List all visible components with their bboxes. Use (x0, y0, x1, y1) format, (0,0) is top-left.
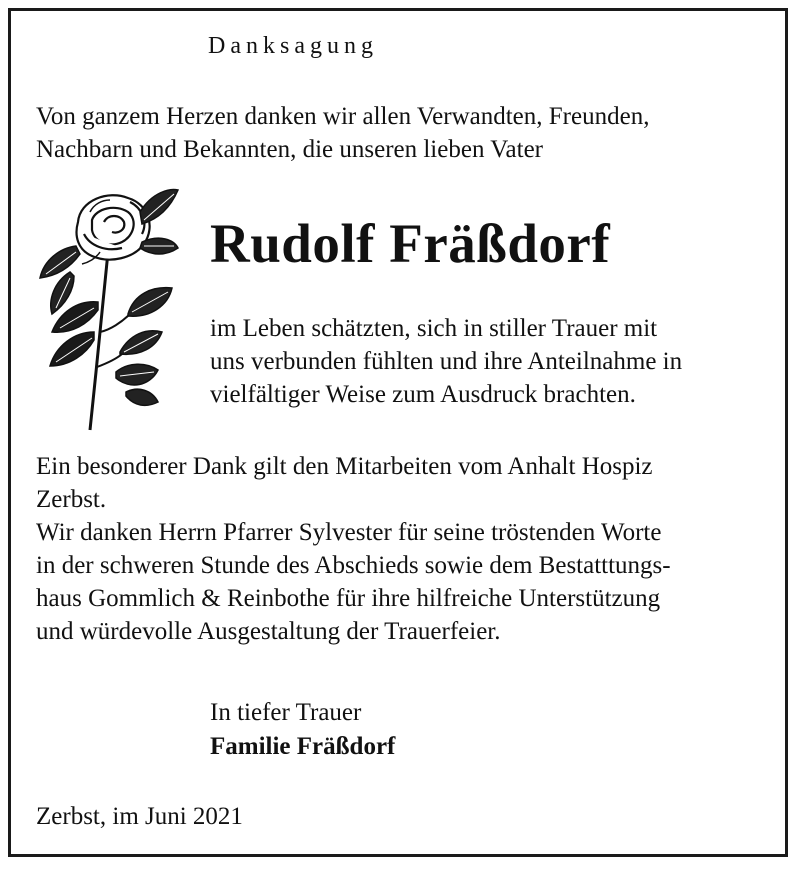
thanks-line: haus Gommlich & Reinbothe für ihre hilfreiche Unterstützung (36, 585, 661, 612)
thanks-line: Ein besonderer Dank gilt den Mitarbeiten vom Anhalt Hospiz (36, 453, 653, 480)
thanks-line: Zerbst. (36, 486, 107, 513)
gratitude-text (210, 312, 768, 411)
special-thanks-text (36, 450, 766, 648)
gratitude-line: uns verbunden fühlten und ihre Anteilnahme in (210, 348, 683, 375)
gratitude-line: im Leben schätzten, sich in stiller Trauer mit (210, 315, 658, 342)
signature-family: Familie Fräßdorf (210, 733, 396, 760)
thanks-line: in der schweren Stunde des Abschieds sowie dem Bestatttungs- (36, 552, 671, 579)
thanks-line: und würdevolle Ausgestaltung der Trauerfeier. (36, 618, 501, 645)
rose-icon (30, 182, 180, 432)
intro-line: Von ganzem Herzen danken wir allen Verwandten, Freunden, (36, 103, 650, 130)
signature-intro: In tiefer Trauer (210, 699, 362, 726)
deceased-name: Rudolf Fräßdorf (210, 213, 611, 274)
notice-heading: Danksagung (208, 33, 378, 59)
intro-text (36, 100, 766, 166)
place-date: Zerbst, im Juni 2021 (36, 803, 243, 830)
gratitude-line: vielfältiger Weise zum Ausdruck brachten. (210, 381, 636, 408)
intro-line: Nachbarn und Bekannten, die unseren lieben Vater (36, 136, 543, 163)
thanks-line: Wir danken Herrn Pfarrer Sylvester für seine tröstenden Worte (36, 519, 662, 546)
